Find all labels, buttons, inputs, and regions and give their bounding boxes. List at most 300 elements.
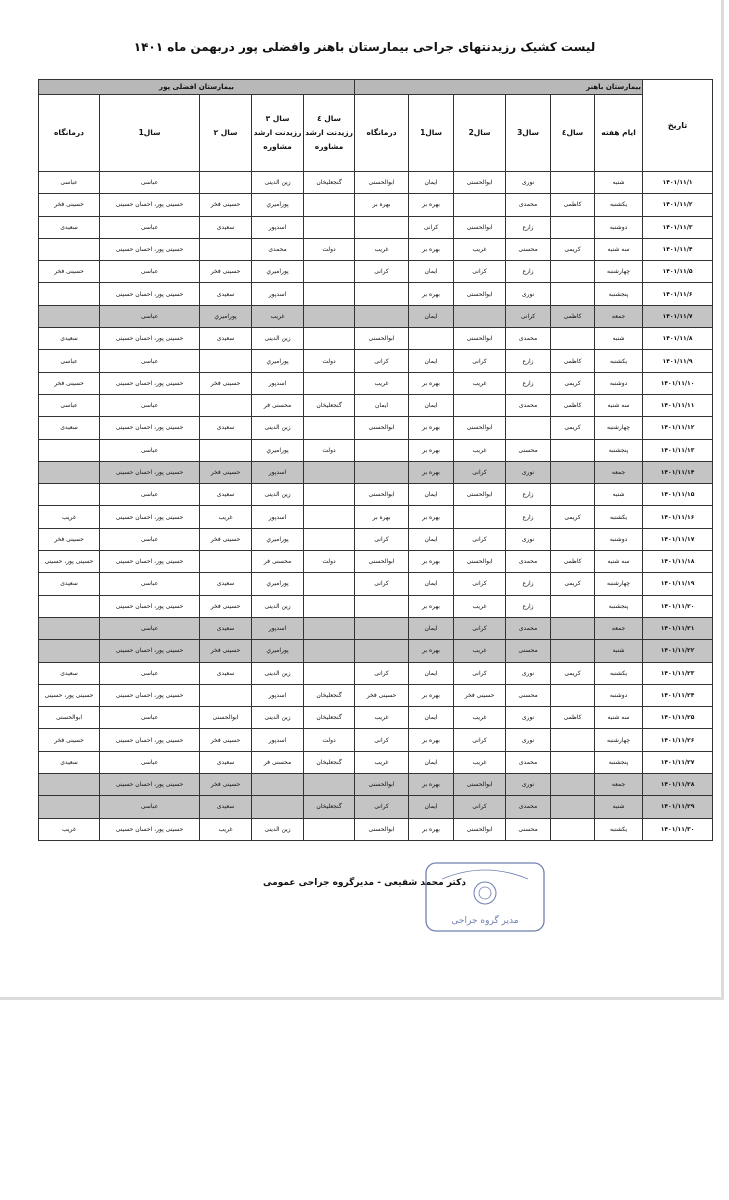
afzalipour-year1-cell: حسینی پور، احسان حسینی	[100, 417, 200, 439]
date-cell: ۱۴۰۱/۱۱/۲۷	[643, 751, 713, 773]
table-row	[39, 417, 713, 439]
bahonar-clinic-cell: حسینی فخر	[355, 684, 409, 706]
bahonar-year2-header: سال2	[454, 95, 506, 172]
afzalipour-clinic-cell: حسینی فخر	[39, 528, 100, 550]
afzalipour-year2-cell: حسینی فخر	[200, 372, 252, 394]
weekday-cell: پنجشنبه	[595, 751, 643, 773]
afzalipour-year2-cell	[200, 172, 252, 194]
weekday-cell: چهارشنبه	[595, 573, 643, 595]
afzalipour-year3-cell: غریب	[252, 305, 304, 327]
bahonar-year1-cell: ایمان	[409, 707, 454, 729]
afzalipour-year2-cell: پوراميري	[200, 305, 252, 327]
bahonar-year2-cell: کرانی	[454, 528, 506, 550]
bahonar-year1-cell: بهره بر	[409, 551, 454, 573]
bahonar-year4-cell: کریمی	[551, 662, 595, 684]
table-row	[39, 305, 713, 327]
bahonar-year3-cell: زارع	[506, 595, 551, 617]
bahonar-clinic-cell	[355, 640, 409, 662]
table-row	[39, 551, 713, 573]
afzalipour-year4-cell: گنجعلیخان	[304, 707, 355, 729]
afzalipour-year4-cell	[304, 818, 355, 840]
afzalipour-year3-cell: زین الدینی	[252, 328, 304, 350]
bahonar-year4-cell: کریمی	[551, 573, 595, 595]
bahonar-year1-cell: بهره بر	[409, 372, 454, 394]
weekday-cell: پنجشنبه	[595, 283, 643, 305]
afzalipour-year1-cell: عباسی	[100, 662, 200, 684]
afzalipour-year1-cell: حسینی پور، احسان حسینی	[100, 818, 200, 840]
afzalipour-year2-cell	[200, 394, 252, 416]
afzalipour-year1-cell: حسینی پور، احسان حسینی	[100, 372, 200, 394]
bahonar-year3-cell: زارع	[506, 216, 551, 238]
afzalipour-year4-cell	[304, 461, 355, 483]
bahonar-year3-cell: کرانی	[506, 305, 551, 327]
bahonar-clinic-header: درمانگاه	[355, 95, 409, 172]
afzalipour-year1-cell: عباسی	[100, 350, 200, 372]
bahonar-year2-cell: کرانی	[454, 461, 506, 483]
afzalipour-year4-cell	[304, 573, 355, 595]
bahonar-year1-cell: ایمان	[409, 305, 454, 327]
afzalipour-year3-cell: اسدپور	[252, 729, 304, 751]
afzalipour-year4-cell	[304, 283, 355, 305]
afzalipour-year3-cell: پوراميري	[252, 640, 304, 662]
bahonar-year3-cell: نوری	[506, 729, 551, 751]
bahonar-year4-cell: کاظمی	[551, 305, 595, 327]
bahonar-year2-cell	[454, 305, 506, 327]
bahonar-clinic-cell: غریب	[355, 372, 409, 394]
roster-body	[39, 172, 713, 841]
table-row	[39, 684, 713, 706]
afzalipour-year4-cell: دولت	[304, 439, 355, 461]
bahonar-clinic-cell: بهره بر	[355, 194, 409, 216]
afzalipour-year3-cell: پوراميري	[252, 439, 304, 461]
table-row	[39, 328, 713, 350]
table-row	[39, 283, 713, 305]
afzalipour-year3-cell: اسدپور	[252, 372, 304, 394]
bahonar-year4-cell: کریمی	[551, 506, 595, 528]
afzalipour-year1-cell: حسینی پور، احسان حسینی	[100, 238, 200, 260]
afzalipour-clinic-cell: سعیدی	[39, 751, 100, 773]
afzalipour-year3-cell: زین الدینی	[252, 818, 304, 840]
afzalipour-year2-cell: حسینی فخر	[200, 261, 252, 283]
afzalipour-year3-cell: زین الدینی	[252, 417, 304, 439]
afzalipour-year4-cell	[304, 417, 355, 439]
afzalipour-year2-cell	[200, 684, 252, 706]
date-cell: ۱۴۰۱/۱۱/۲۵	[643, 707, 713, 729]
bahonar-year4-cell: کاظمی	[551, 350, 595, 372]
bahonar-year3-cell: محسنی	[506, 640, 551, 662]
afzalipour-clinic-header: درمانگاه	[39, 95, 100, 172]
afzalipour-year2-cell: حسینی فخر	[200, 640, 252, 662]
afzalipour-year4-cell: گنجعلیخان	[304, 684, 355, 706]
afzalipour-clinic-cell: سعیدی	[39, 573, 100, 595]
bahonar-year2-cell: ابوالحسنی	[454, 417, 506, 439]
table-row	[39, 818, 713, 840]
afzalipour-clinic-cell: حسینی پور، حسینی	[39, 684, 100, 706]
afzalipour-year4-cell	[304, 595, 355, 617]
bahonar-clinic-cell: غریب	[355, 707, 409, 729]
date-cell: ۱۴۰۱/۱۱/۹	[643, 350, 713, 372]
bahonar-clinic-cell: کرانی	[355, 729, 409, 751]
bahonar-year2-cell: ابوالحسنی	[454, 328, 506, 350]
table-row	[39, 640, 713, 662]
bahonar-year4-cell	[551, 528, 595, 550]
date-cell: ۱۴۰۱/۱۱/۲۱	[643, 617, 713, 639]
afzalipour-year2-cell	[200, 350, 252, 372]
bahonar-year1-cell: ایمان	[409, 261, 454, 283]
date-cell: ۱۴۰۱/۱۱/۲۸	[643, 774, 713, 796]
afzalipour-year4-cell	[304, 662, 355, 684]
bahonar-year3-cell	[506, 417, 551, 439]
afzalipour-year3-cell	[252, 774, 304, 796]
bahonar-year2-cell	[454, 194, 506, 216]
department-stamp	[420, 857, 550, 937]
date-cell: ۱۴۰۱/۱۱/۱۹	[643, 573, 713, 595]
bahonar-clinic-cell	[355, 283, 409, 305]
bahonar-clinic-cell: کرانی	[355, 261, 409, 283]
bahonar-year2-cell: ابوالحسنی	[454, 818, 506, 840]
afzalipour-year2-cell: حسینی فخر	[200, 194, 252, 216]
bahonar-year2-cell: کرانی	[454, 662, 506, 684]
weekday-cell: پنجشنبه	[595, 439, 643, 461]
bahonar-year3-cell: محسنی	[506, 439, 551, 461]
date-cell: ۱۴۰۱/۱۱/۷	[643, 305, 713, 327]
afzalipour-clinic-cell: حسینی پور، حسینی	[39, 551, 100, 573]
afzalipour-year3-cell: زین الدینی	[252, 595, 304, 617]
afzalipour-year2-cell: غریب	[200, 506, 252, 528]
weekday-cell: چهارشنبه	[595, 417, 643, 439]
date-cell: ۱۴۰۱/۱۱/۸	[643, 328, 713, 350]
bahonar-year1-cell: ایمان	[409, 617, 454, 639]
bahonar-year4-cell: کریمی	[551, 372, 595, 394]
bahonar-clinic-cell: ابوالحسنی	[355, 328, 409, 350]
afzalipour-year3-cell	[252, 796, 304, 818]
afzalipour-year4-cell	[304, 484, 355, 506]
bahonar-year3-cell: نوری	[506, 461, 551, 483]
bahonar-year2-cell: ابوالحسنی	[454, 283, 506, 305]
afzalipour-clinic-cell: سعیدی	[39, 417, 100, 439]
afzalipour-year4-cell	[304, 261, 355, 283]
afzalipour-clinic-cell	[39, 283, 100, 305]
bahonar-year4-cell	[551, 461, 595, 483]
afzalipour-year4-cell: دولت	[304, 238, 355, 260]
bahonar-year4-cell: کاظمی	[551, 707, 595, 729]
afzalipour-year2-cell: حسینی فخر	[200, 528, 252, 550]
bahonar-year1-cell: بهره بر	[409, 506, 454, 528]
bahonar-year4-cell	[551, 261, 595, 283]
weekday-cell: یکشنبه	[595, 350, 643, 372]
afzalipour-clinic-cell: حسینی فخر	[39, 729, 100, 751]
bahonar-year1-cell: ایمان	[409, 484, 454, 506]
afzalipour-year3-cell: محسنی فر	[252, 551, 304, 573]
bahonar-year1-cell: ایمان	[409, 394, 454, 416]
date-cell: ۱۴۰۱/۱۱/۱۸	[643, 551, 713, 573]
date-cell: ۱۴۰۱/۱۱/۲۳	[643, 662, 713, 684]
bahonar-year2-cell: ابوالحسنی	[454, 484, 506, 506]
weekday-cell: سه شنبه	[595, 551, 643, 573]
bahonar-year1-cell: بهره بر	[409, 595, 454, 617]
date-cell: ۱۴۰۱/۱۱/۶	[643, 283, 713, 305]
weekday-cell: جمعه	[595, 774, 643, 796]
bahonar-clinic-cell: کرانی	[355, 350, 409, 372]
afzalipour-year1-header: سال1	[100, 95, 200, 172]
bahonar-year3-cell: محمدی	[506, 617, 551, 639]
weekday-cell: جمعه	[595, 305, 643, 327]
bahonar-clinic-cell: کرانی	[355, 528, 409, 550]
afzalipour-year1-cell: عباسی	[100, 796, 200, 818]
afzalipour-year1-cell: حسینی پور، احسان حسینی	[100, 328, 200, 350]
bahonar-year4-cell: کاظمی	[551, 551, 595, 573]
afzalipour-year1-cell: عباسی	[100, 305, 200, 327]
bahonar-year3-cell: نوری	[506, 707, 551, 729]
afzalipour-year1-cell: عباسی	[100, 261, 200, 283]
bahonar-year2-cell: غریب	[454, 640, 506, 662]
bahonar-year1-cell: ایمان	[409, 662, 454, 684]
table-row	[39, 662, 713, 684]
bahonar-year4-cell: کاظمی	[551, 194, 595, 216]
bahonar-clinic-cell: کرانی	[355, 662, 409, 684]
weekday-cell: جمعه	[595, 461, 643, 483]
afzalipour-year3-cell: زین الدینی	[252, 484, 304, 506]
date-cell: ۱۴۰۱/۱۱/۲۶	[643, 729, 713, 751]
bahonar-year4-cell	[551, 818, 595, 840]
afzalipour-year1-cell: حسینی پور، احسان حسینی	[100, 461, 200, 483]
bahonar-year3-cell: محسنی	[506, 818, 551, 840]
bahonar-year4-cell	[551, 684, 595, 706]
bahonar-year2-cell: غریب	[454, 751, 506, 773]
bahonar-clinic-cell: ابوالحسنی	[355, 551, 409, 573]
bahonar-year3-cell: نوری	[506, 774, 551, 796]
afzalipour-year3-cell: پوراميري	[252, 261, 304, 283]
afzalipour-clinic-cell	[39, 774, 100, 796]
bahonar-year2-cell	[454, 394, 506, 416]
bahonar-year1-cell: بهره بر	[409, 461, 454, 483]
afzalipour-clinic-cell	[39, 595, 100, 617]
bahonar-year4-cell: کاظمی	[551, 394, 595, 416]
bahonar-clinic-cell: ایمان	[355, 394, 409, 416]
bahonar-year4-cell	[551, 617, 595, 639]
afzalipour-year1-cell: حسینی پور، احسان حسینی	[100, 551, 200, 573]
weekday-cell: سه شنبه	[595, 394, 643, 416]
bahonar-clinic-cell: ابوالحسنی	[355, 484, 409, 506]
afzalipour-year4-header: سال ٤ رزیدنت ارشد مشاوره	[304, 95, 355, 172]
afzalipour-year4-cell: گنجعلیخان	[304, 394, 355, 416]
afzalipour-year2-cell: سعیدی	[200, 216, 252, 238]
afzalipour-year3-cell: پوراميري	[252, 350, 304, 372]
bahonar-year1-cell: ایمان	[409, 751, 454, 773]
table-row	[39, 573, 713, 595]
afzalipour-year1-cell: حسینی پور، احسان حسینی	[100, 194, 200, 216]
afzalipour-year2-cell: سعیدی	[200, 617, 252, 639]
table-row	[39, 707, 713, 729]
afzalipour-year4-cell: گنجعلیخان	[304, 172, 355, 194]
afzalipour-year3-cell: پوراميري	[252, 528, 304, 550]
afzalipour-year1-cell: حسینی پور، احسان حسینی	[100, 729, 200, 751]
weekday-cell: دوشنبه	[595, 528, 643, 550]
weekday-cell: دوشنبه	[595, 684, 643, 706]
bahonar-year4-cell	[551, 216, 595, 238]
date-cell: ۱۴۰۱/۱۱/۱۴	[643, 461, 713, 483]
afzalipour-year1-cell: عباسی	[100, 528, 200, 550]
bahonar-year4-cell: کریمی	[551, 238, 595, 260]
afzalipour-clinic-cell: عباسی	[39, 350, 100, 372]
bahonar-year2-cell: غریب	[454, 439, 506, 461]
date-cell: ۱۴۰۱/۱۱/۳۰	[643, 818, 713, 840]
bahonar-year3-cell: محمدی	[506, 796, 551, 818]
table-row	[39, 796, 713, 818]
afzalipour-clinic-cell	[39, 640, 100, 662]
afzalipour-year1-cell: عباسی	[100, 751, 200, 773]
bahonar-year2-cell: ابوالحسنی	[454, 551, 506, 573]
afzalipour-year3-cell: زین الدینی	[252, 662, 304, 684]
afzalipour-year1-cell: عباسی	[100, 617, 200, 639]
afzalipour-year3-cell: زین الدینی	[252, 172, 304, 194]
date-cell: ۱۴۰۱/۱۱/۳	[643, 216, 713, 238]
date-cell: ۱۴۰۱/۱۱/۲۴	[643, 684, 713, 706]
table-row	[39, 484, 713, 506]
afzalipour-year3-header: سال ٣ رزیدنت ارشد مشاوره	[252, 95, 304, 172]
bahonar-year3-cell: زارع	[506, 484, 551, 506]
weekday-cell: شنبه	[595, 796, 643, 818]
afzalipour-year2-cell: سعیدی	[200, 283, 252, 305]
afzalipour-year1-cell: حسینی پور، احسان حسینی	[100, 595, 200, 617]
weekday-cell: پنجشنبه	[595, 595, 643, 617]
afzalipour-clinic-cell	[39, 238, 100, 260]
afzalipour-year2-cell: سعیدی	[200, 751, 252, 773]
bahonar-year1-cell: بهره بر	[409, 439, 454, 461]
afzalipour-year2-cell: سعیدی	[200, 328, 252, 350]
afzalipour-year4-cell: دولت	[304, 551, 355, 573]
afzalipour-year1-cell: حسینی پور، احسان حسینی	[100, 640, 200, 662]
afzalipour-year4-cell: دولت	[304, 729, 355, 751]
page-title: لیست کشیک رزیدنتهای جراحی بیمارستان باهنر وافضلی پور دربهمن ماه ۱۴۰۱	[133, 40, 596, 54]
bahonar-year1-cell	[409, 328, 454, 350]
afzalipour-year2-cell: سعیدی	[200, 417, 252, 439]
afzalipour-year1-cell: حسینی پور، احسان حسینی	[100, 283, 200, 305]
afzalipour-year1-cell: عباسی	[100, 573, 200, 595]
bahonar-clinic-cell: کرانی	[355, 573, 409, 595]
date-cell: ۱۴۰۱/۱۱/۱۱	[643, 394, 713, 416]
weekday-cell: یکشنبه	[595, 818, 643, 840]
afzalipour-year4-cell	[304, 305, 355, 327]
table-row	[39, 774, 713, 796]
bahonar-clinic-cell: ابوالحسنی	[355, 774, 409, 796]
bahonar-year2-cell: کرانی	[454, 573, 506, 595]
bahonar-year3-cell: محمدی	[506, 394, 551, 416]
afzalipour-year2-cell	[200, 238, 252, 260]
date-cell: ۱۴۰۱/۱۱/۱	[643, 172, 713, 194]
bahonar-year4-cell	[551, 729, 595, 751]
afzalipour-year2-cell: سعیدی	[200, 662, 252, 684]
page-edge	[0, 997, 724, 1000]
bahonar-year4-cell	[551, 484, 595, 506]
date-cell: ۱۴۰۱/۱۱/۲۲	[643, 640, 713, 662]
table-row	[39, 238, 713, 260]
date-cell: ۱۴۰۱/۱۱/۵	[643, 261, 713, 283]
bahonar-clinic-cell	[355, 617, 409, 639]
afzalipour-year3-cell: اسدپور	[252, 684, 304, 706]
bahonar-year3-cell: محمدی	[506, 194, 551, 216]
afzalipour-year4-cell	[304, 774, 355, 796]
afzalipour-year1-cell: عباسی	[100, 439, 200, 461]
table-row	[39, 528, 713, 550]
bahonar-year3-cell: زارع	[506, 350, 551, 372]
bahonar-clinic-cell: بهره بر	[355, 506, 409, 528]
date-cell: ۱۴۰۱/۱۱/۱۷	[643, 528, 713, 550]
bahonar-year1-cell: ایمان	[409, 573, 454, 595]
afzalipour-year4-cell	[304, 216, 355, 238]
date-cell: ۱۴۰۱/۱۱/۲۰	[643, 595, 713, 617]
afzalipour-year3-cell: اسدپور	[252, 506, 304, 528]
table-row	[39, 729, 713, 751]
bahonar-year3-cell: محمدی	[506, 551, 551, 573]
table-row	[39, 506, 713, 528]
afzalipour-clinic-cell	[39, 484, 100, 506]
date-header: تاریخ	[643, 80, 713, 172]
afzalipour-year3-cell: اسدپور	[252, 617, 304, 639]
bahonar-year4-cell	[551, 172, 595, 194]
bahonar-year2-cell: ابوالحسنی	[454, 216, 506, 238]
bahonar-year3-cell: نوری	[506, 528, 551, 550]
bahonar-clinic-cell: ابوالحسنی	[355, 818, 409, 840]
afzalipour-clinic-cell: غریب	[39, 818, 100, 840]
bahonar-year2-cell: کرانی	[454, 729, 506, 751]
bahonar-year3-cell: زارع	[506, 372, 551, 394]
afzalipour-clinic-cell: سعیدی	[39, 328, 100, 350]
afzalipour-clinic-cell: غریب	[39, 506, 100, 528]
table-row	[39, 194, 713, 216]
weekday-cell: دوشنبه	[595, 372, 643, 394]
weekday-cell: یکشنبه	[595, 662, 643, 684]
afzalipour-clinic-cell: سعیدی	[39, 216, 100, 238]
weekday-cell: شنبه	[595, 484, 643, 506]
bahonar-year2-cell	[454, 506, 506, 528]
bahonar-year1-cell: ایمان	[409, 528, 454, 550]
date-cell: ۱۴۰۱/۱۱/۲	[643, 194, 713, 216]
afzalipour-year2-header: سال ۲	[200, 95, 252, 172]
afzalipour-year2-cell: حسینی فخر	[200, 729, 252, 751]
bahonar-year3-cell: محسنی	[506, 238, 551, 260]
table-row	[39, 261, 713, 283]
bahonar-year2-cell: حسینی فخر	[454, 684, 506, 706]
date-cell: ۱۴۰۱/۱۱/۴	[643, 238, 713, 260]
bahonar-year1-cell: ایمان	[409, 172, 454, 194]
table-row	[39, 751, 713, 773]
weekday-cell: دوشنبه	[595, 216, 643, 238]
afzalipour-year2-cell: ابوالحسنی	[200, 707, 252, 729]
bahonar-year1-cell: بهره بر	[409, 194, 454, 216]
stamp-text: مدیر گروه جراحی	[451, 916, 519, 926]
afzalipour-clinic-cell	[39, 617, 100, 639]
date-cell: ۱۴۰۱/۱۱/۱۵	[643, 484, 713, 506]
bahonar-year2-cell: غریب	[454, 707, 506, 729]
afzalipour-year2-cell: سعیدی	[200, 573, 252, 595]
table-row	[39, 461, 713, 483]
bahonar-year4-cell	[551, 283, 595, 305]
bahonar-year3-cell: محمدی	[506, 328, 551, 350]
afzalipour-clinic-cell: عباسی	[39, 172, 100, 194]
afzalipour-year3-cell: محمدی	[252, 238, 304, 260]
bahonar-clinic-cell	[355, 216, 409, 238]
bahonar-clinic-cell	[355, 305, 409, 327]
weekday-cell: سه شنبه	[595, 707, 643, 729]
afzalipour-clinic-cell	[39, 305, 100, 327]
table-row	[39, 617, 713, 639]
afzalipour-year2-cell	[200, 439, 252, 461]
afzalipour-year2-cell: سعیدی	[200, 796, 252, 818]
date-cell: ۱۴۰۱/۱۱/۱۶	[643, 506, 713, 528]
bahonar-year2-cell: غریب	[454, 595, 506, 617]
afzalipour-year1-cell: حسینی پور، احسان حسینی	[100, 684, 200, 706]
